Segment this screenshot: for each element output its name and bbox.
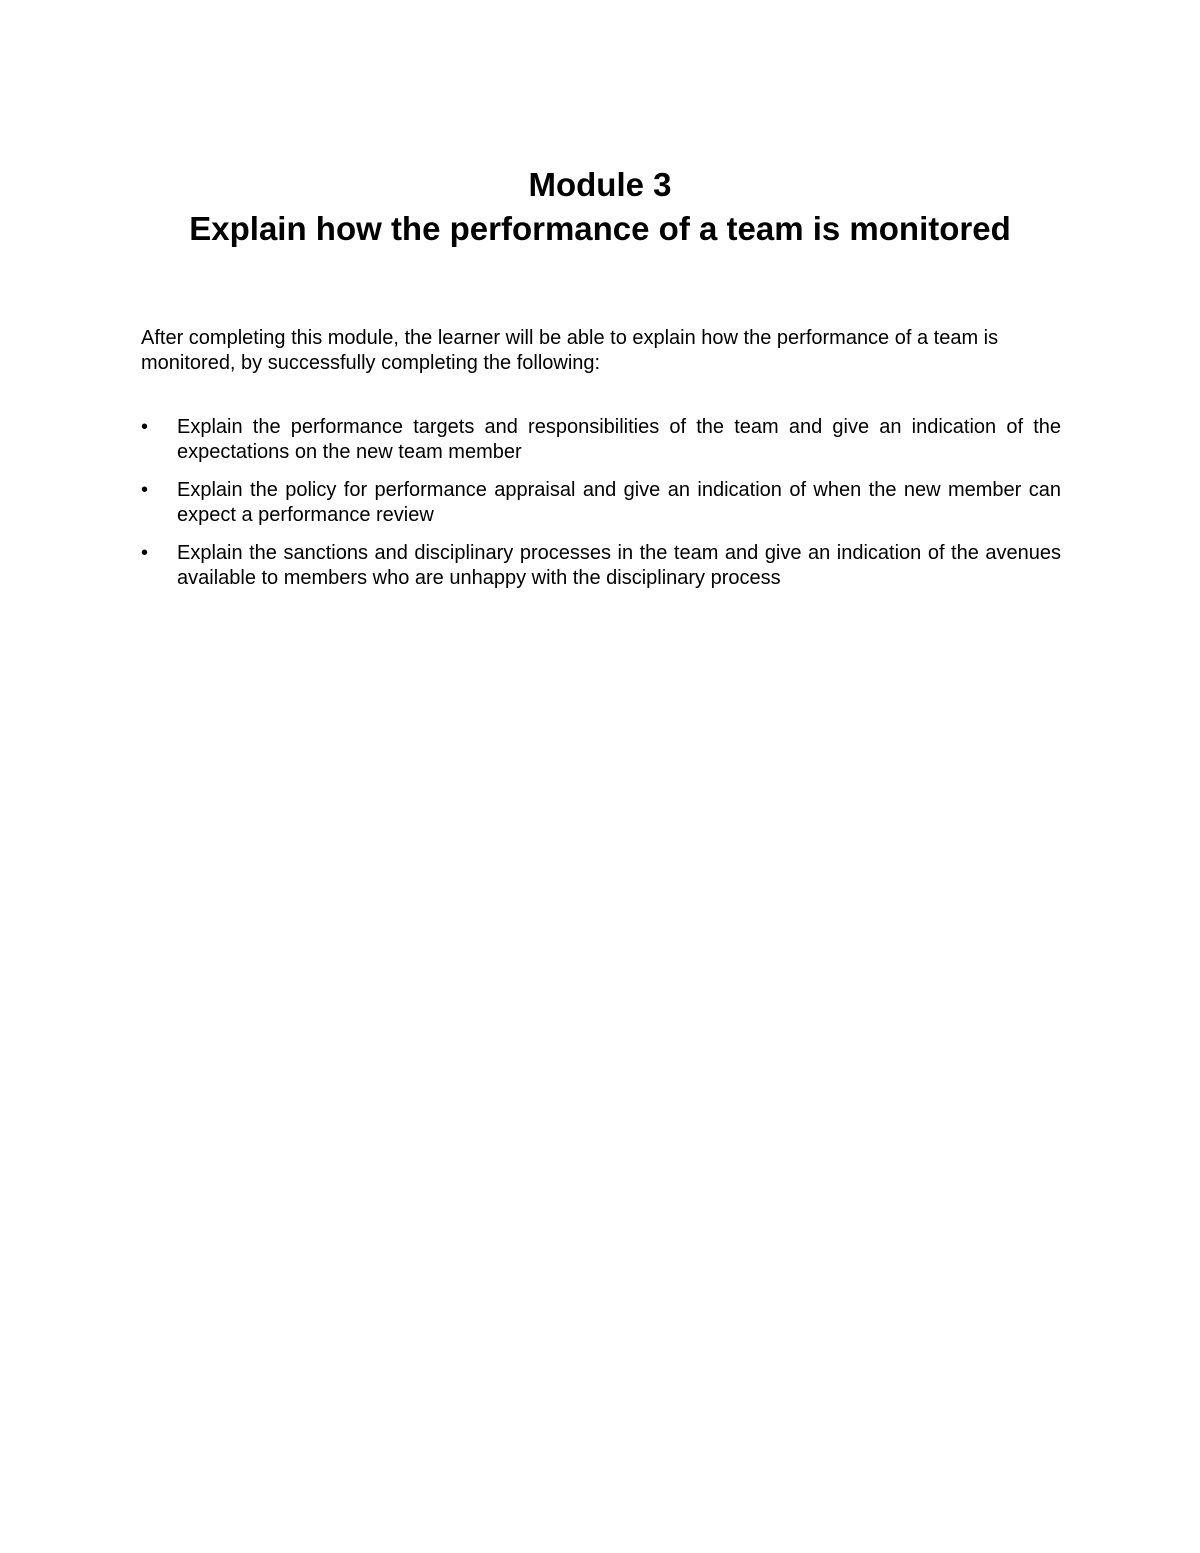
bullet-icon: •: [141, 542, 149, 564]
module-number: Module 3: [528, 166, 672, 203]
page-title: Explain how the performance of a team is monitored: [189, 210, 1011, 247]
objective-text: Explain the sanctions and disciplinary processes in the team and give an indication of the avenues available to members who are unhappy with the disciplinary process: [177, 542, 1061, 589]
objective-item: [141, 541, 1061, 591]
objective-item: [141, 415, 1061, 465]
title-block: [0, 163, 1200, 251]
bullet-icon: •: [141, 479, 149, 501]
objective-item: [141, 478, 1061, 528]
bullet-icon: •: [141, 416, 149, 438]
objective-text: Explain the performance targets and responsibilities of the team and give an indication of the expectations on the new team member: [177, 416, 1061, 463]
objective-text: Explain the policy for performance appraisal and give an indication of when the new member can expect a performance review: [177, 479, 1061, 526]
objectives-list: [141, 415, 1061, 604]
intro-paragraph: After completing this module, the learner will be able to explain how the performance of a team is monitored, by successfully completing the following:: [141, 327, 999, 374]
